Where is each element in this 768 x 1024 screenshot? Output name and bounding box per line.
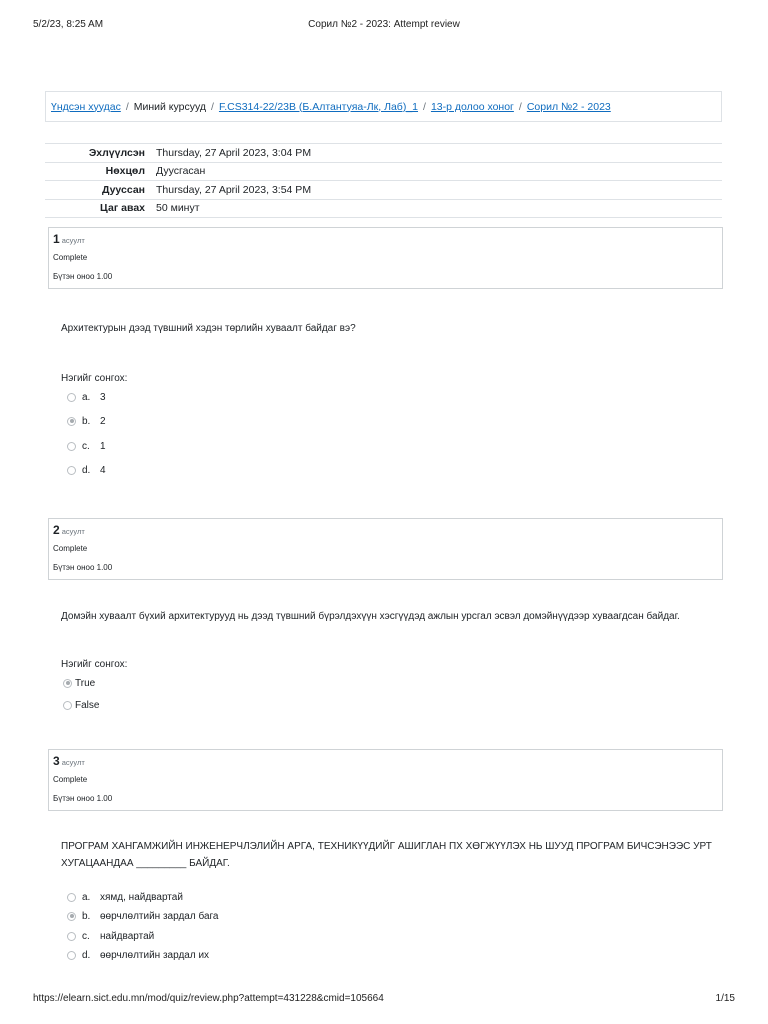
question-3-text: ПРОГРАМ ХАНГАМЖИЙН ИНЖЕНЕРЧЛЭЛИЙН АРГА, ТЕХНИКҮҮДИЙГ АШИГЛАН ПХ ХӨГЖҮҮЛЭХ НЬ ШУУД ПРОГРАМ БИЧСЭНЭЭС УРТ ХУГАЦААНДАА _________ БАЙДАГ. [61, 841, 712, 869]
option-letter: b. [82, 415, 91, 427]
summary-label: Цаг авах [99, 202, 145, 215]
attempt-summary-table [45, 143, 722, 218]
question-1-option-d[interactable] [67, 463, 106, 477]
breadcrumb-course-link[interactable]: F.CS314-22/23B (Б.Алтантуяа-Лк, Лаб)_1 [218, 100, 419, 113]
breadcrumb-separator: / [518, 100, 522, 113]
option-letter: d. [82, 949, 91, 961]
radio-button-selected[interactable] [67, 912, 76, 921]
question-state: Complete [53, 544, 88, 553]
question-grade: Бүтэн оноо 1.00 [53, 794, 113, 803]
question-2-prompt: Нэгийг сонгох: [61, 659, 128, 670]
radio-button-selected[interactable] [63, 679, 72, 688]
summary-value: 50 минут [156, 202, 200, 215]
summary-value: Thursday, 27 April 2023, 3:04 PM [156, 146, 312, 159]
question-number: 3 асуулт [53, 754, 85, 768]
summary-value: Дуусгасан [156, 165, 206, 178]
option-label: найдвартай [100, 930, 155, 942]
question-3-option-c[interactable] [67, 929, 154, 943]
radio-button[interactable] [67, 393, 76, 402]
question-1-prompt: Нэгийг сонгох: [61, 373, 128, 384]
print-header [0, 19, 768, 33]
print-page-count: 1/15 [715, 993, 735, 1004]
option-label: 1 [100, 440, 106, 452]
breadcrumb-quiz-link[interactable]: Сорил №2 - 2023 [526, 100, 611, 113]
option-label: хямд, найдвартай [100, 891, 183, 903]
summary-value: Thursday, 27 April 2023, 3:54 PM [156, 183, 312, 196]
question-grade: Бүтэн оноо 1.00 [53, 563, 113, 572]
breadcrumb-separator: / [211, 100, 214, 113]
question-1-info [48, 227, 723, 289]
question-2-info [48, 518, 723, 580]
summary-row-state [45, 162, 722, 181]
breadcrumb-home-link[interactable]: Үндсэн хуудас [51, 100, 121, 113]
question-number: 1 асуулт [53, 232, 85, 246]
breadcrumb [45, 91, 722, 122]
question-2-option-true[interactable] [63, 676, 95, 690]
summary-row-completed [45, 181, 722, 200]
radio-button-selected[interactable] [67, 417, 76, 426]
question-1-option-b[interactable] [67, 414, 106, 428]
question-state: Complete [53, 775, 88, 784]
question-1-option-c[interactable] [67, 439, 106, 453]
radio-button[interactable] [67, 893, 76, 902]
question-2-option-false[interactable] [63, 698, 99, 712]
option-letter: d. [82, 464, 91, 476]
radio-button[interactable] [63, 701, 72, 710]
option-label: 4 [100, 464, 106, 476]
question-word: асуулт [61, 236, 85, 245]
question-3-option-a[interactable] [67, 890, 183, 904]
option-letter: c. [82, 440, 90, 452]
option-label: 2 [100, 415, 106, 427]
summary-label: Эхлүүлсэн [88, 146, 145, 159]
radio-button[interactable] [67, 442, 76, 451]
summary-row-started [45, 144, 722, 163]
option-label: 3 [100, 391, 106, 403]
option-label: False [75, 699, 100, 711]
question-number: 2 асуулт [53, 523, 85, 537]
radio-button[interactable] [67, 932, 76, 941]
question-3-info [48, 749, 723, 811]
radio-button[interactable] [67, 951, 76, 960]
breadcrumb-separator: / [125, 100, 129, 113]
print-date: 5/2/23, 8:25 AM [33, 19, 104, 30]
question-grade: Бүтэн оноо 1.00 [53, 272, 113, 281]
breadcrumb-week-link[interactable]: 13-р долоо хоног [430, 100, 514, 113]
option-letter: b. [82, 910, 91, 922]
question-state: Complete [53, 253, 88, 262]
summary-label: Дууссан [101, 183, 145, 196]
question-word: асуулт [61, 758, 85, 767]
breadcrumb-my-courses: Миний курсууд [133, 100, 207, 113]
summary-row-time-taken [45, 199, 722, 218]
question-3-option-b[interactable] [67, 909, 219, 923]
question-1-option-a[interactable] [67, 390, 106, 404]
option-letter: a. [82, 891, 91, 903]
print-url: https://elearn.sict.edu.mn/mod/quiz/review.php?attempt=431228&cmid=105664 [33, 993, 384, 1004]
question-word: асуулт [61, 527, 85, 536]
question-2-text: Домэйн хуваалт бүхий архитектурууд нь дээд түвшний бүрэлдэхүүн хэсгүүдэд ажлын урсгал эсвэл домэйнүүдээр хуваагдсан байдаг. [61, 611, 680, 622]
option-label: True [75, 677, 96, 689]
option-label: өөрчлөлтийн зардал бага [100, 910, 219, 922]
radio-button[interactable] [67, 466, 76, 475]
print-footer [0, 993, 768, 1007]
question-3-option-d[interactable] [67, 948, 209, 962]
option-label: өөрчлөлтийн зардал их [100, 949, 210, 961]
option-letter: a. [82, 391, 91, 403]
option-letter: c. [82, 930, 90, 942]
print-title: Сорил №2 - 2023: Attempt review [308, 19, 460, 30]
breadcrumb-separator: / [423, 100, 426, 113]
question-1-text: Архитектурын дээд түвшний хэдэн төрлийн хуваалт байдаг вэ? [61, 323, 356, 334]
summary-label: Нөхцөл [105, 165, 145, 178]
